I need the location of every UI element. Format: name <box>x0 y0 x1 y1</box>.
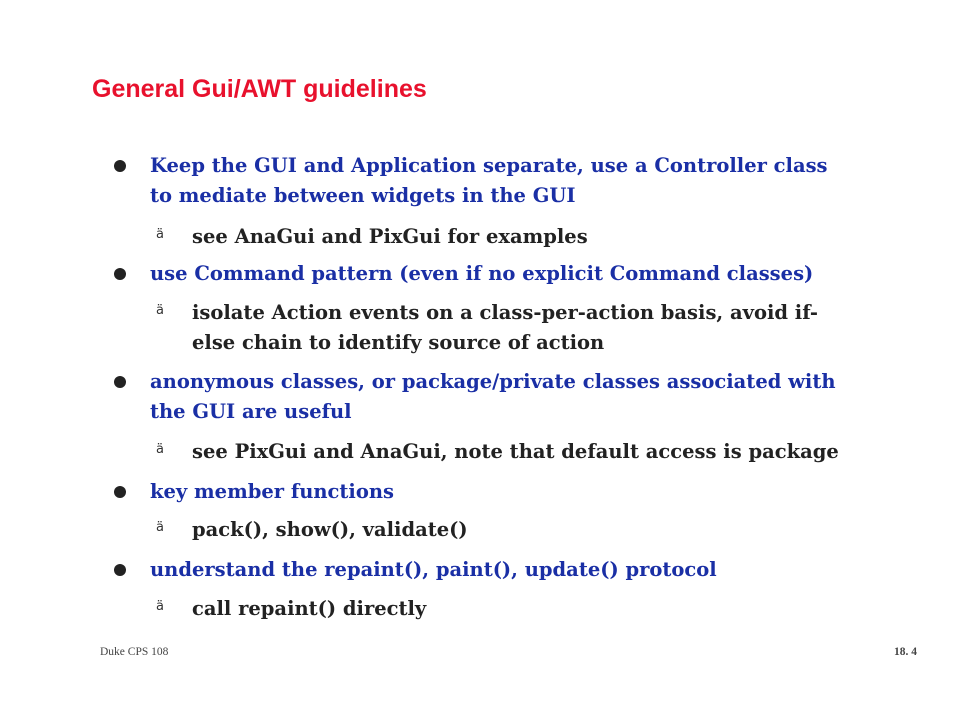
sub-bullet-arrow-icon: ä <box>156 599 164 614</box>
bullet-line: use Command pattern (even if no explicit Command classes) <box>150 262 814 285</box>
sub-bullet-line: see AnaGui and PixGui for examples <box>192 225 588 248</box>
bullet-dot-icon <box>114 268 126 280</box>
bullet-dot-icon <box>114 376 126 388</box>
footer-course: Duke CPS 108 <box>100 646 169 658</box>
bullet-item <box>150 477 920 507</box>
bullet-item <box>150 555 920 585</box>
sub-bullet-item <box>192 298 917 358</box>
sub-bullet-line: else chain to identify source of action <box>192 331 605 354</box>
bullet-line: understand the repaint(), paint(), update() protocol <box>150 558 717 581</box>
sub-bullet-line: call repaint() directly <box>192 597 427 620</box>
bullet-line: to mediate between widgets in the GUI <box>150 184 576 207</box>
footer-page-number: 18. 4 <box>894 646 917 658</box>
bullet-line: the GUI are useful <box>150 400 352 423</box>
sub-bullet-line: see PixGui and AnaGui, note that default access is package <box>192 440 839 463</box>
bullet-line: anonymous classes, or package/private classes associated with <box>150 370 836 393</box>
sub-bullet-line: pack(), show(), validate() <box>192 518 468 541</box>
sub-bullet-arrow-icon: ä <box>156 227 164 242</box>
slide-title: General Gui/AWT guidelines <box>92 75 427 103</box>
sub-bullet-arrow-icon: ä <box>156 303 164 318</box>
sub-bullet-line: isolate Action events on a class-per-action basis, avoid if- <box>192 301 818 324</box>
bullet-item <box>150 151 920 211</box>
sub-bullet-item <box>192 222 917 252</box>
bullet-line: Keep the GUI and Application separate, use a Controller class <box>150 154 828 177</box>
bullet-dot-icon <box>114 160 126 172</box>
bullet-item <box>150 259 920 289</box>
sub-bullet-item <box>192 515 917 545</box>
sub-bullet-item <box>192 594 917 624</box>
bullet-item <box>150 367 920 427</box>
sub-bullet-item <box>192 437 917 467</box>
sub-bullet-arrow-icon: ä <box>156 520 164 535</box>
bullet-dot-icon <box>114 486 126 498</box>
bullet-dot-icon <box>114 564 126 576</box>
sub-bullet-arrow-icon: ä <box>156 442 164 457</box>
bullet-line: key member functions <box>150 480 395 503</box>
